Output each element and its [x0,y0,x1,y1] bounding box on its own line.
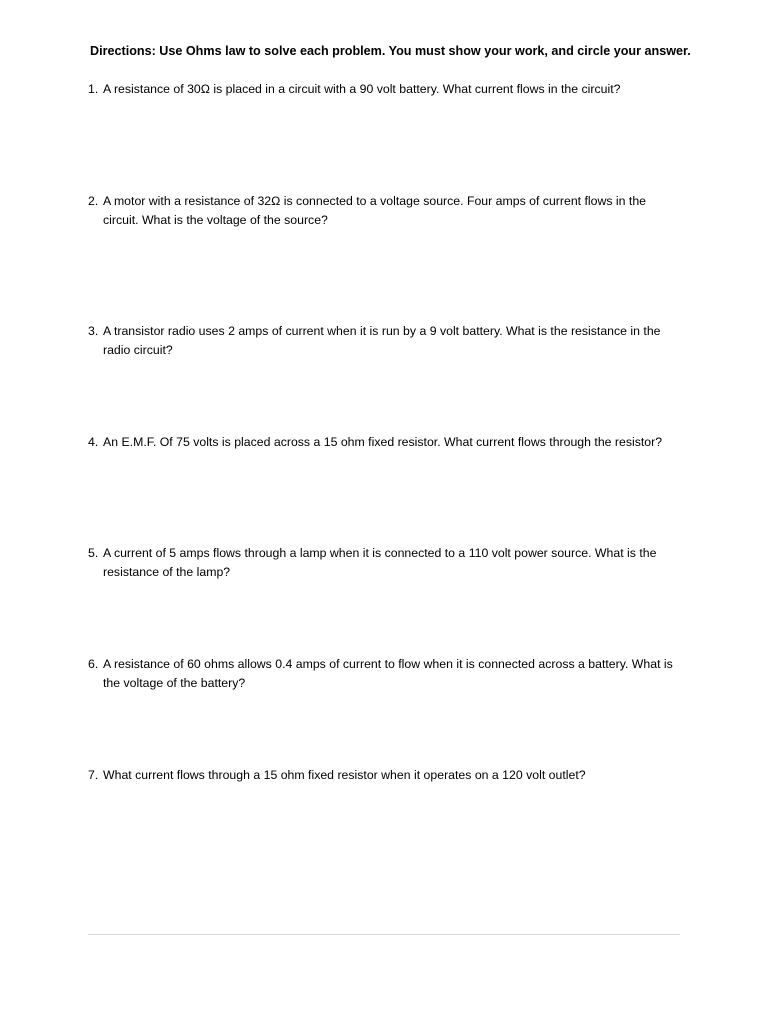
question-item [88,766,678,785]
question-item [88,192,678,229]
question-number: 3. [88,324,99,338]
question-number: 6. [88,657,99,671]
question-number: 5. [88,546,99,560]
question-text: A resistance of 30Ω is placed in a circuit with a 90 volt battery. What current flows in the circuit? [103,82,621,96]
question-item [88,655,678,692]
question-text: A motor with a resistance of 32Ω is connected to a voltage source. Four amps of current flows in the circuit. What is the voltage of the source? [103,194,647,227]
question-number: 7. [88,768,99,782]
question-item [88,80,678,99]
question-text: A current of 5 amps flows through a lamp when it is connected to a 110 volt power source. What is the resistance of the lamp? [103,546,657,579]
question-text: A transistor radio uses 2 amps of current when it is run by a 9 volt battery. What is the resistance in the radio circuit? [103,324,661,357]
question-item [88,433,678,452]
question-number: 1. [88,82,99,96]
question-text: What current flows through a 15 ohm fixed resistor when it operates on a 120 volt outlet? [103,768,586,782]
footer-divider [88,934,680,935]
question-item [88,322,678,359]
question-number: 4. [88,435,99,449]
question-text: An E.M.F. Of 75 volts is placed across a 15 ohm fixed resistor. What current flows through the resistor? [103,435,663,449]
directions-text: Directions: Use Ohms law to solve each problem. You must show your work, and circle your answer. [90,44,691,58]
question-item [88,544,678,581]
question-text: A resistance of 60 ohms allows 0.4 amps of current to flow when it is connected across a battery. What is the voltage of the battery? [103,657,673,690]
question-number: 2. [88,194,99,208]
